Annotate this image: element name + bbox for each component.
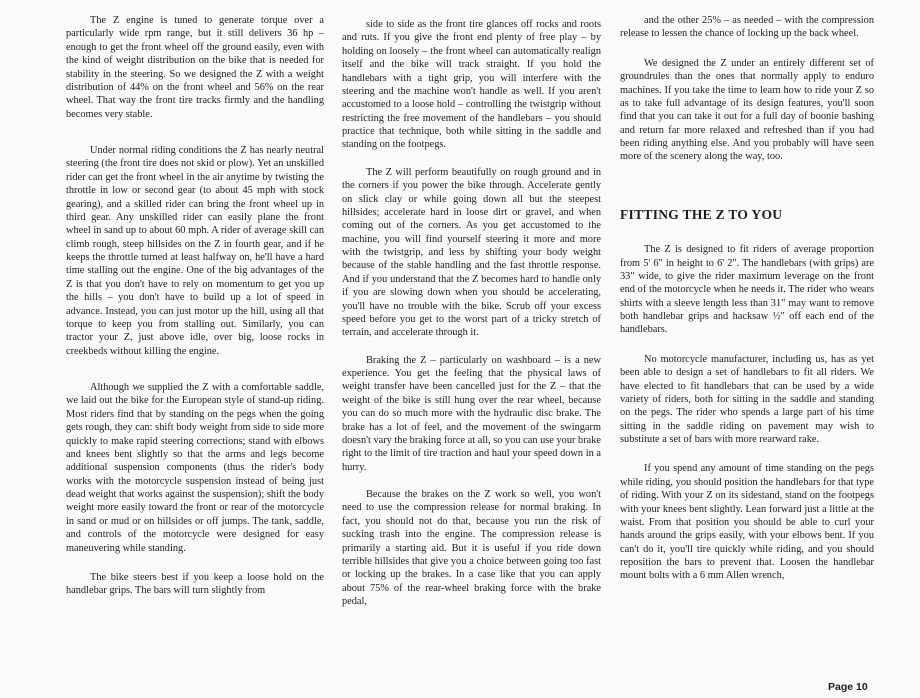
- paragraph: Under normal riding conditions the Z has nearly neutral steering (the front tire does not skid or plow). Yet an unskilled rider can get the front wheel in the air anytime by twisting the throttle in low or second gear (to about 45 mph with stock gearing), and a skilled rider can bring the front wheel up in third gear. Any unskilled rider can easily plane the front wheel in sand up to about 60 mph. A rider of average skill can climb rough, steep hillsides on the Z in fourth gear, and if he keeps the throttle turned at least halfway on, he'll have a hard time stalling out the engine. One of the big advantages of the Z is that you don't have to rely on momentum to get you up the hills – you don't have to build up a lot of speed in advance. Instead, you can just motor up the hill, using all that torque to keep you from stalling out. Similarly, you can tractor your Z, just above idle, over big, loose rocks in creekbeds without killing the engine.: [66, 145, 324, 357]
- text-column-2: [342, 18, 601, 621]
- paragraph: and the other 25% – as needed – with the compression release to lessen the chance of locking up the back wheel.: [620, 15, 874, 40]
- paragraph: Braking the Z – particularly on washboard – is a new experience. You get the feeling that the physical laws of weight transfer have been cancelled just for the Z – that the weight of the bike is still hung over the rear wheel, because you can do so much more with the hydraulic disc brake. The brake has a lot of feel, and the movement of the swingarm doesn't vary the braking force at all, so you can use your brake right to the limit of tire traction and haul your speed down in a hurry.: [342, 354, 601, 473]
- paragraph: Because the brakes on the Z work so well, you won't need to use the compression release for normal braking. In fact, you should not do that, because you run the risk of sucking trash into the engine. The compression release is primarily a starting aid. But it is useful if you ride down terrible hillsides that give you a choice between going too fast or locking up the brakes. In a case like that you can apply about 75% of the rear-wheel braking force with the brake pedal,: [342, 489, 601, 607]
- paragraph: The Z is designed to fit riders of average proportion from 5' 6" in height to 6' 2". The handlebars (with grips) are 33" wide, to give the rider maximum leverage on the front end of the motorcycle when he needs it. The rider who wears shirts with a sleeve length less than 31" may want to remove both handlebar grips and hacksaw ½" off each end of the handlebars.: [620, 244, 874, 336]
- paragraph: The Z engine is tuned to generate torque over a particularly wide rpm range, but it still delivers 36 hp – enough to get the front wheel off the ground easily, even with the kind of weight distribution on the bike that is needed for stability in the steering. So we designed the Z with a weight distribution of 44% on the front wheel and 56% on the rear wheel. That way the front tire tracks firmly and the handling becomes very stable.: [66, 15, 324, 120]
- paragraph: The bike steers best if you keep a loose hold on the handlebar grips. The bars will turn slightly from: [66, 571, 324, 597]
- text-column-1: [66, 14, 324, 611]
- paragraph: We designed the Z under an entirely different set of groundrules than the ones that normally apply to enduro machines. If you take the time to learn how to ride your Z so as to take full advantage of its design features, you'll soon find that you can take it out for a full day of boonie bashing and return far more relaxed and refreshed than if you had been riding anything else. And you probably will have seen more of the scenery along the way, too.: [620, 57, 874, 163]
- section-heading: FITTING THE Z TO YOU: [620, 206, 783, 222]
- paragraph: If you spend any amount of time standing on the pegs while riding, you should position the handlebars for that type of riding. With your Z on its sidestand, stand on the footpegs with your knees bent slightly. Lean forward just a little at the waist. From that position you should be able to curl your hands around the grips easily, with your elbows bent. If you can't do it, you'll tire quickly while riding, and you should reposition the bars to prevent that. Loosen the handlebar mount bolts with a 6 mm Allen wrench,: [620, 463, 874, 582]
- paragraph: side to side as the front tire glances off rocks and roots and ruts. If you give the front end plenty of free play – by holding on loosely – the front wheel can automatically realign itself and the bike will track straight. If you hold the handlebars with a tight grip, you will interfere with the steering and the machine won't handle as well. If you aren't accustomed to a loose hold – controlling the twistgrip without restricting the free movement of the handlebars – you should practice that technique, both while sitting in the saddle and standing on the footpegs.: [342, 19, 601, 151]
- paragraph: No motorcycle manufacturer, including us, has as yet been able to design a set of handlebars to fit all riders. We have elected to fit handlebars that can be used by a wide variety of riders, both for sitting in the saddle and standing on the pegs. The rider who spends a large part of his time sitting in the saddle riding on pavement may wish to substitute a set of bars with more rearward rake.: [620, 353, 874, 445]
- page-number: Page 10: [828, 681, 868, 693]
- paragraph: The Z will perform beautifully on rough ground and in the corners if you power the bike through. Accelerate gently on slick clay or while going down all but the steepest hillsides; accelerate hard in loose dirt or gravel, and when coming out of the corners. As you get accustomed to the machine, you will find yourself steering it more and more with the twistgrip, and less by shifting your body weight because of the stable handling and the fast throttle response. And if you understand that the Z becomes hard to handle only if you are slowing down when you should be accelerating, you'll have no trouble with the bike. Scrub off your excess speed before you get to the worst part of a tricky stretch of terrain, and accelerate through it.: [342, 166, 601, 339]
- paragraph: Although we supplied the Z with a comfortable saddle, we laid out the bike for the European style of stand-up riding. Most riders find that by standing on the pegs when the going gets rough, they can: shift body weight from side to side more quickly to make rapid steering corrections; stand with elbows and knees bent slightly so that the arms and legs become additional suspension components (thus the rider's body works with the motorcycle suspension instead of being just dead weight that works against the suspension); shift the body weight more easily toward the front or rear of the motorcycle in sand or mud or on hillsides or off jumps. The tank, saddle, and controls of the motorcycle were designed for easy maneuvering while standing.: [66, 382, 324, 554]
- text-column-3: [620, 14, 874, 596]
